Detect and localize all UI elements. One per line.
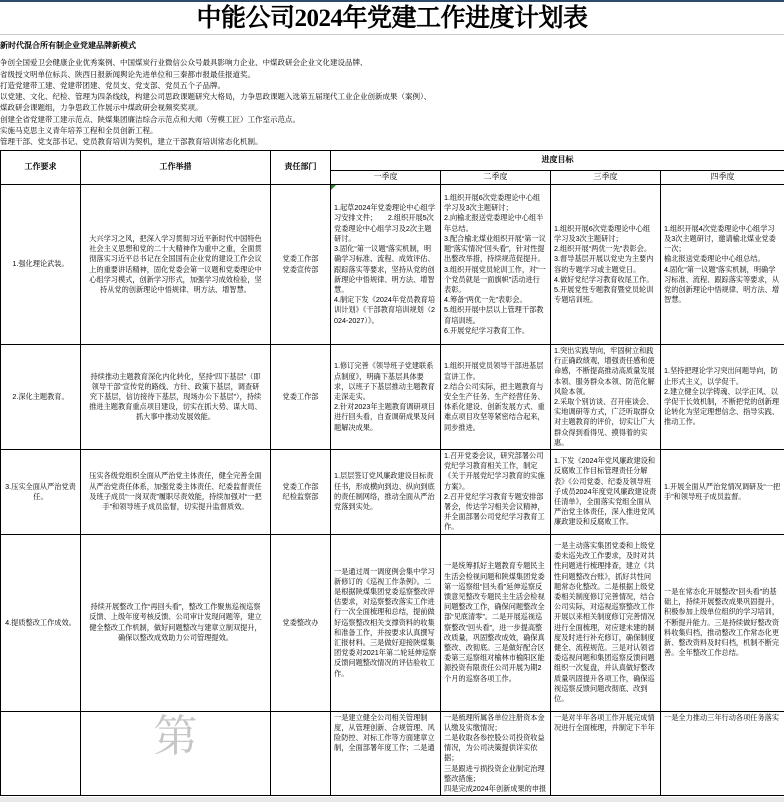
q4-cell[interactable]: 一是全力推动三年行动各项任务落实 bbox=[661, 711, 784, 796]
preamble-line: 管理干部、党支部书记、党员教育培训为契机，建立干部教育培训常态化机制。 bbox=[0, 136, 784, 147]
q3-cell[interactable]: 1.组织开展6次党委理论中心组学习及3次主题研讨； 2.组织开展“两优一先”表彰会。 3.督导基层开展以党史为主要内容的专题学习或主题党日。 4.做好党纪学习教育收尾工作。 5.开展党性专题教育暨党员轮训专题培训班。 bbox=[551, 185, 661, 345]
header-q2: 二季度 bbox=[441, 171, 551, 185]
preamble-heading: 新时代混合所有制企业党建品牌新模式 bbox=[0, 40, 784, 51]
q2-cell[interactable]: 1.组织开展6次党委理论中心组学习及3次主题研讨； 2.向榆北报送党委理论中心组半年总结。 3.配合榆北煤业组织开展“第一议题”落实情况“回头看”，针对性提出整改举措，持续规范促提升。 3.组织开展党员轮训工作，对“一个党员就是一面旗帜”活动进行表彰。 4.筹备“两优一先”表彰会。 5.组织开展中层以上管理干部教育培训班。 6.开展党纪学习教育工作。 bbox=[441, 185, 551, 345]
measures-cell[interactable]: 持续开展整改工作“再回头看”，整改工作聚焦巡视巡察反馈、上级年度考核反馈、公司审计发现问题等，建立健全整改工作机制，做好问题整改与建章立制双提升，确保以整改成效助力公司管理提效。 bbox=[81, 534, 271, 711]
q4-cell[interactable]: 1.开展全面从严治党情况调研及“一把手”和领导班子成员监督。 bbox=[661, 450, 784, 535]
q2-cell[interactable]: 1.召开党委会议，研究部署公司党纪学习教育相关工作，制定《关于开展党纪学习教育的实施方案》。 2.召开党纪学习教育专题安排部署会，传达学习相关会议精神，并全面部署公司党纪学习教育工作。 bbox=[441, 450, 551, 535]
q3-cell[interactable]: 一是主动落实集团党委和上级党委未巡先改工作要求，及时对共性问题进行梳理排查，建立《共性问题整改台账》，抓好共性问题常态化整改。二是根据上级党委相关制度修订完善情况，结合公司实际，对巡视巡察整改工作开展以来相关制度修订完善情况进行全面梳理，对应建未建的制度及时进行补充修订，确保制度健全、流程规范。三是对认领省委巡视问题和集团巡察反馈问题组织一次复盘，并认真做好整改质量巩固提升各项工作，确保巡视巡察反馈问题改彻底、改到位。 bbox=[551, 534, 661, 711]
department-cell[interactable]: 党委工作部 党委宣传部 bbox=[271, 185, 331, 345]
horizontal-scrollbar[interactable] bbox=[0, 797, 784, 802]
page-title: 中能公司2024年党建工作进度计划表 bbox=[0, 2, 784, 35]
preamble-line: 煤政研会课题组，力争思政工作展示中煤政研会视频奖奖项。 bbox=[0, 102, 784, 113]
q3-cell[interactable]: 1.突出实践导向，牢固树立和践行正确政绩观，增强责任感和使命感，不断提高推动高质量发展本领、服务群众本领、防范化解风险本领。 2.采取个别访谈、召开座谈会、实地调研等方式，广泛听取群众对主题教育的评价，切实让广大群众得到看得见、摸得着的实惠。 bbox=[551, 345, 661, 450]
table-row bbox=[1, 185, 784, 345]
cell-comment-marker bbox=[331, 185, 336, 190]
requirement-cell[interactable]: 4.提质整改工作成效。 bbox=[1, 534, 81, 711]
measures-cell[interactable]: 持续推动主题教育深化内化转化，坚持“四下基层”（即领导干部“宣传党的路线、方针、政策下基层，调查研究下基层，信访接待下基层，现场办公下基层”），持续推进主题教育重点项目建设，切实在抓大势、谋大局、抓大事中推动发展效能。 bbox=[81, 345, 271, 450]
q3-cell[interactable]: 一是对半年各项工作开展完成情况进行全面梳理，并制定下半年 bbox=[551, 711, 661, 796]
preamble-line: 以党建、文化、纪检、管理为四条线线，构建公司思政课题研究大格局，力争思政课题入选第五届现代工业企业创新成果（案例）、 bbox=[0, 91, 784, 102]
q2-cell[interactable]: 1.组织开展党员领导干部进基层宣讲工作。 2.结合公司实际，把主题教育与安全生产任务、生产经营任务、体系化建设、创新发展方式、重难点项目攻坚等紧密结合起来，同步推进。 bbox=[441, 345, 551, 450]
department-cell[interactable] bbox=[271, 711, 331, 796]
department-cell[interactable]: 党委工作部 bbox=[271, 345, 331, 450]
preamble-line: 创建全省党建带工建示范点、陕煤集团廉洁综合示范点和大师（劳模工匠）工作室示范点。 bbox=[0, 114, 784, 125]
q1-cell[interactable]: 1.修订完善《领导班子党建联系点制度》，明确下基层具体要求，以班子下基层推动主题教育走深走实。 2.针对2023年主题教育调研项目进行回头看，自查调研成果及问题解决成果。 bbox=[331, 345, 441, 450]
preamble-line: 争创全国爱卫会健康企业优秀案例、中国煤炭行业微信公众号最具影响力企业、中煤政研会企业文化建设品牌、 bbox=[0, 57, 784, 68]
q2-cell[interactable]: 一是梳理所属各单位注册资本金认缴及实缴情况； 二是收取各参控股公司投资收益情况，为公司决策提供详实依据； 三是跟进亏损投资企业制定治理整改措施； 四是完成2024年创新成果的申报 bbox=[441, 711, 551, 796]
header-requirement: 工作要求 bbox=[1, 151, 81, 185]
requirement-cell[interactable]: 1.强化理论武装。 bbox=[1, 185, 81, 345]
q1-cell[interactable]: 一是建立健全公司相关管理制度，从管理创新、合规管理、风险防控、对标工作等方面建章立制，全面部署年度工作；二是通 bbox=[331, 711, 441, 796]
q2-cell[interactable]: 一是统筹抓好主题教育专题民主生活会检视问题和陕煤集团党委第一巡察组“回头看”延伸巡察反馈意见整改专题民主生活会检视问题整改工作，确保问题整改全部“见底清零”。二是开展巡视巡察整改“回头看”，进一步提高整改质量，巩固整改成效，确保真整改、改彻底。三是做好配合区委第三巡察组对榆林市榆阳区能源投资有限责任公司开展为期2个月的巡察各项工作。 bbox=[441, 534, 551, 711]
q4-cell[interactable]: 1.坚持把理论学习突出问题导向，防止形式主义，以学促干。 2.建立健全以学铸魂、以学正风、以学促干长效机制，不断把党的创新理论转化为坚定理想信念、指导实践、推动工作。 bbox=[661, 345, 784, 450]
department-cell[interactable]: 党委整改办 bbox=[271, 534, 331, 711]
header-progress: 进度目标 bbox=[331, 151, 784, 171]
requirement-cell[interactable]: 3.压实全面从严治党责任。 bbox=[1, 450, 81, 535]
watermark: 第 bbox=[89, 712, 262, 762]
header-measures: 工作举措 bbox=[81, 151, 271, 185]
table-row bbox=[1, 711, 784, 796]
measures-cell[interactable]: 大兴学习之风，把深入学习贯彻习近平新时代中国特色社会主义思想和党的二十大精神作为重中之重，全面贯彻落实习近平总书记在全国国有企业党的建设工作会议上的重要讲话精神，固化党委会第一议题和党委理论中心组学习模式，创新学习形式，加强学习成效检验，坚持从党的创新理论中悟规律、明方法、增智慧。 bbox=[81, 185, 271, 345]
header-q3: 三季度 bbox=[551, 171, 661, 185]
preamble-line: 实施马克思主义青年培养工程和全员创新工程。 bbox=[0, 125, 784, 136]
requirement-cell[interactable]: 2.深化主题教育。 bbox=[1, 345, 81, 450]
q1-cell[interactable]: 1.层层签订党风廉政建设目标责任书，形成横向到边、纵向到底的责任制网络，推动全面从严治党落到实处。 bbox=[331, 450, 441, 535]
department-cell[interactable]: 党委工作部 纪检监察部 bbox=[271, 450, 331, 535]
table-row bbox=[1, 345, 784, 450]
preamble bbox=[0, 40, 784, 148]
preamble-line: 省级授文明单位标兵、陕西日报新闻舆论先进单位和三秦都市报最佳报道奖。 bbox=[0, 69, 784, 80]
header-q1: 一季度 bbox=[331, 171, 441, 185]
measures-cell[interactable] bbox=[81, 711, 271, 796]
table-row bbox=[1, 450, 784, 535]
q4-cell[interactable]: 1.组织开展4次党委理论中心组学习及3次主题研讨，邀请榆北煤业党委一次； 榆北报送党委理论中心组总结。 4.固化“第一议题”落实机制，明确学习标准、流程、跟踪落实等要求，从党的创新理论中悟规律、明方法、增智慧。 bbox=[661, 185, 784, 345]
progress-plan-table bbox=[0, 150, 784, 796]
q3-cell[interactable]: 1.下发《2024年党风廉政建设和反腐败工作目标管理责任分解表》《公司党委、纪委及领导班子成员2024年度党风廉政建设责任清单》，全面落实党组全面从严治党主体责任，深入推进党风廉政建设和反腐败工作。 bbox=[551, 450, 661, 535]
requirement-cell[interactable] bbox=[1, 711, 81, 796]
table-row bbox=[1, 534, 784, 711]
q1-cell[interactable]: 1.起草2024年党委理论中心组学习安排文件； 2.组织开展5次党委理论中心组学习及2次主题研讨。 3.固化“第一议题”落实机制，明确学习标准、流程、成效评估、跟踪落实等要求，坚持从党的创新理论中悟规律、明方法、增智慧。 4.制定下发《2024年党员教育培训计划》《干部教育培训规划（2024-2027）》。 bbox=[331, 185, 441, 345]
measures-cell[interactable]: 压实各级党组织全面从严治党主体责任，健全完善全面从严治党责任体系，加强党委主体责任、纪委监督责任及班子成员“一岗双责”履职尽责效能，持续加强对“一把手”和领导班子成员监督，切实提升监督质效。 bbox=[81, 450, 271, 535]
header-q4: 四季度 bbox=[661, 171, 784, 185]
q1-cell[interactable]: 一是通过周一调度例会集中学习新修订的《巡视工作条例》。二是根据陕煤集团党委巡察整改评估要求，对巡察整改落实工作进行一次全面梳理和总结，提前做好巡察整改相关支撑资料的收集和准备工作，并按要求认真撰写汇报材料。三是做好迎接陕煤集团党委对2021年第二轮延伸巡察反馈问题整改情况的评估验收工作。 bbox=[331, 534, 441, 711]
header-department: 责任部门 bbox=[271, 151, 331, 185]
q4-cell[interactable]: 一是在常态化开展整改“回头看”的基础上，持续开展整改成果巩固提升，积极参加上级单位组织的学习培训，不断提升能力。三是持续做好整改资料收集归档，推动整改工作常态化更新、整改资料及时归档，机制不断完善。全年整改工作总结。 bbox=[661, 534, 784, 711]
preamble-line: 打造党建带工建、党建带团建、党员支、党支部、党员五个子品牌。 bbox=[0, 80, 784, 91]
